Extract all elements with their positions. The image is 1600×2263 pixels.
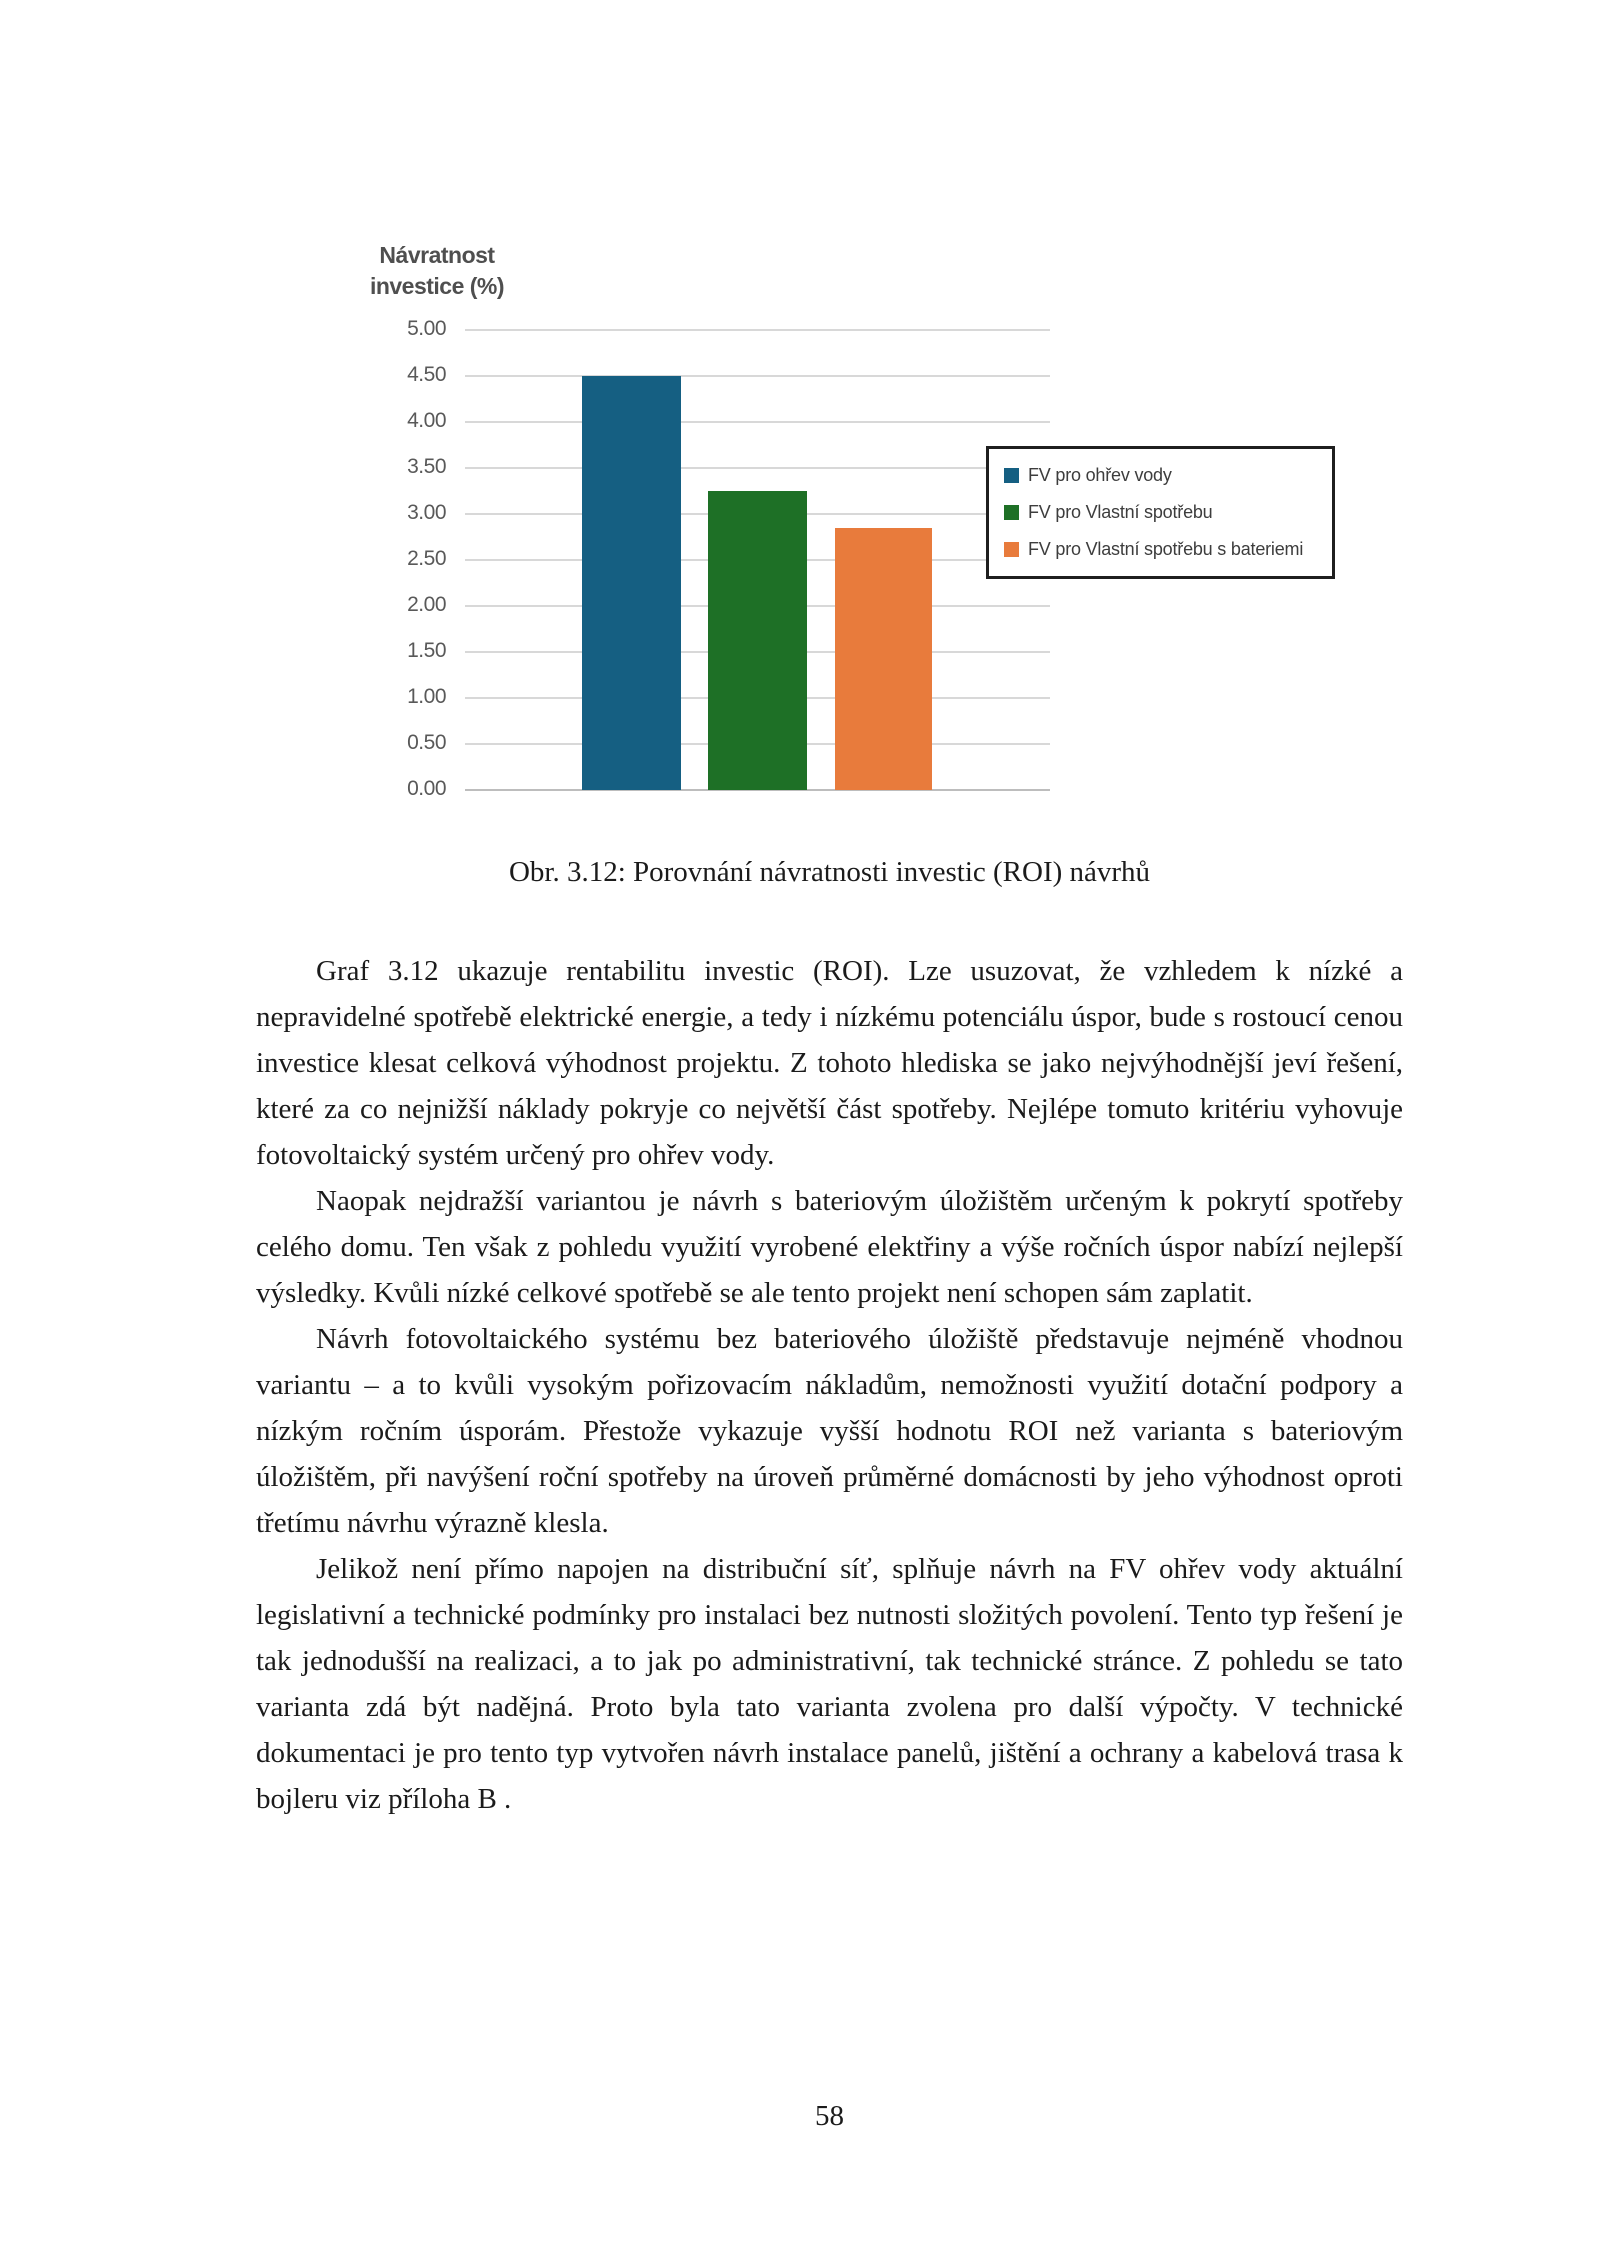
- legend-item: [1004, 539, 1332, 560]
- y-tick-label: 3.50: [407, 455, 446, 478]
- y-tick-label: 4.50: [407, 363, 446, 386]
- legend-swatch: [1004, 505, 1019, 520]
- y-tick-label: 2.50: [407, 547, 446, 570]
- chart-legend: [986, 446, 1335, 579]
- bar-1: [582, 376, 681, 790]
- figure-caption: Obr. 3.12: Porovnání návratnosti investic (ROI) návrhů: [508, 856, 1151, 888]
- page-number: 58: [815, 2100, 844, 2132]
- gridline: [465, 329, 1050, 331]
- paragraph-1: Graf 3.12 ukazuje rentabilitu investic (ROI). Lze usuzovat, že vzhledem k nízké a nepravidelné spotřebě elektrické energie, a tedy i nízkému potenciálu úspor, bude s rostoucí cenou investice klesat celková výhodnost projektu. Z tohoto hlediska se jako nejvýhodnější jeví řešení, které za co nejnižší náklady pokryje co největší část spotřeby. Nejlépe tomuto kritériu vyhovuje fotovoltaický systém určený pro ohřev vody.: [256, 955, 1403, 1171]
- roi-bar-chart: [0, 0, 1600, 880]
- y-tick-label: 3.00: [407, 501, 446, 524]
- gridline: [465, 467, 1050, 469]
- gridline: [465, 421, 1050, 423]
- y-tick-label: 4.00: [407, 409, 446, 432]
- chart-axis-title: Návratnost investice (%): [369, 242, 505, 299]
- bar-2: [708, 491, 807, 790]
- y-tick-label: 5.00: [407, 317, 446, 340]
- paragraph-2: Naopak nejdražší variantou je návrh s bateriovým úložištěm určeným k pokrytí spotřeby celého domu. Ten však z pohledu využití vyrobené elektřiny a výše ročních úspor nabízí nejlepší výsledky. Kvůli nízké celkové spotřebě se ale tento projekt není schopen sám zaplatit.: [256, 1185, 1403, 1309]
- legend-item: [1004, 465, 1332, 486]
- legend-label: FV pro Vlastní spotřebu: [1028, 502, 1213, 522]
- legend-label: FV pro ohřev vody: [1028, 465, 1172, 485]
- legend-label: FV pro Vlastní spotřebu s bateriemi: [1028, 539, 1304, 559]
- y-tick-label: 0.50: [407, 731, 446, 754]
- legend-item: [1004, 502, 1332, 523]
- y-tick-label: 1.00: [407, 685, 446, 708]
- y-tick-label: 2.00: [407, 593, 446, 616]
- paragraph-3: Návrh fotovoltaického systému bez bateriového úložiště představuje nejméně vhodnou variantu – a to kvůli vysokým pořizovacím nákladům, nemožnosti využití dotační podpory a nízkým ročním úsporám. Přestože vykazuje vyšší hodnotu ROI než varianta s bateriovým úložištěm, při navýšení roční spotřeby na úroveň průměrné domácnosti by jeho výhodnost oproti třetímu návrhu výrazně klesla.: [256, 1323, 1403, 1539]
- legend-swatch: [1004, 542, 1019, 557]
- body-text: [256, 948, 1403, 1822]
- paragraph-4: Jelikož není přímo napojen na distribuční síť, splňuje návrh na FV ohřev vody aktuální legislativní a technické podmínky pro instalaci bez nutnosti složitých povolení. Tento typ řešení je tak jednodušší na realizaci, a to jak po administrativní, tak technické stránce. Z pohledu se tato varianta zdá být nadějná. Proto byla tato varianta zvolena pro další výpočty. V technické dokumentaci je pro tento typ vytvořen návrh instalace panelů, jištění a ochrany a kabelová trasa k bojleru viz příloha B .: [256, 1553, 1403, 1815]
- y-tick-label: 0.00: [407, 777, 446, 800]
- bar-3: [835, 528, 932, 790]
- y-tick-label: 1.50: [407, 639, 446, 662]
- gridline: [465, 375, 1050, 377]
- legend-swatch: [1004, 468, 1019, 483]
